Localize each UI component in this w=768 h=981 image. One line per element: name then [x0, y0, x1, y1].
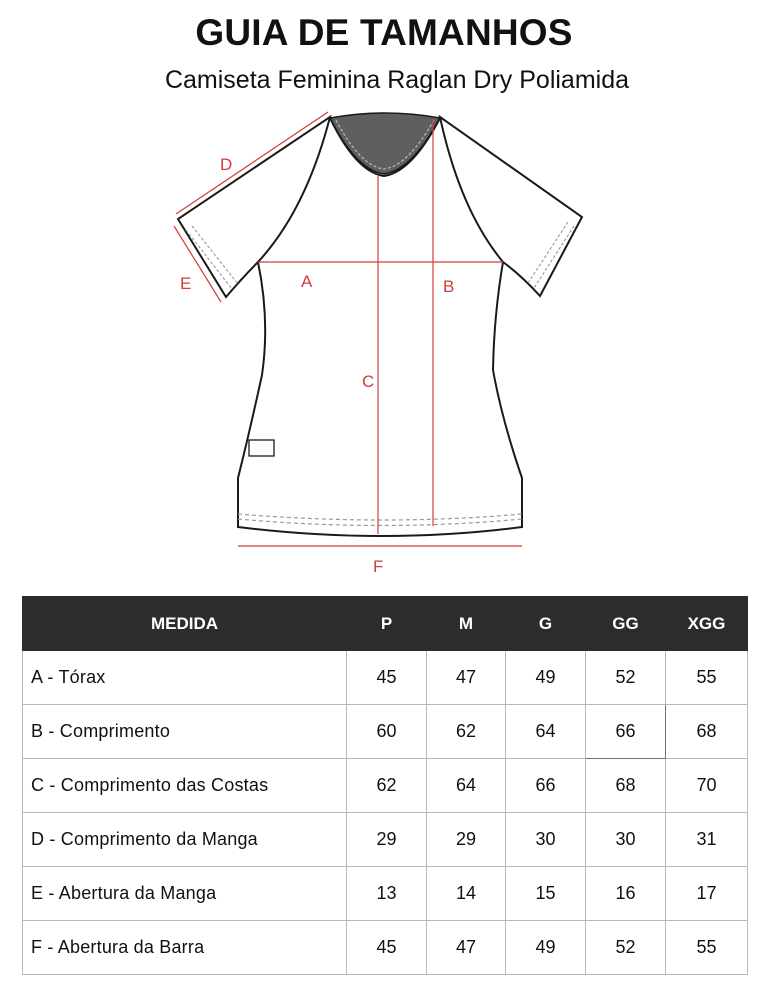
table-cell: 45 — [347, 921, 427, 975]
table-cell: 55 — [666, 651, 748, 705]
header-size-gg: GG — [586, 597, 666, 651]
header-size-m: M — [427, 597, 506, 651]
table-cell: 47 — [427, 651, 506, 705]
table-cell: 49 — [506, 651, 586, 705]
table-cell: 52 — [586, 651, 666, 705]
row-label: B - Comprimento — [23, 705, 347, 759]
table-cell: 30 — [506, 813, 586, 867]
table-row — [23, 759, 748, 813]
table-cell: 13 — [347, 867, 427, 921]
table-cell: 45 — [347, 651, 427, 705]
table-row — [23, 921, 748, 975]
table-cell: 29 — [347, 813, 427, 867]
table-cell: 68 — [586, 759, 666, 813]
table-cell: 62 — [347, 759, 427, 813]
table-cell: 29 — [427, 813, 506, 867]
row-label: D - Comprimento da Manga — [23, 813, 347, 867]
label-c: C — [362, 372, 375, 391]
table-cell: 49 — [506, 921, 586, 975]
hem-stitch — [238, 514, 522, 520]
row-label: E - Abertura da Manga — [23, 867, 347, 921]
left-sleeve-stitch — [186, 230, 232, 289]
label-d: D — [220, 155, 233, 174]
table-cell: 16 — [586, 867, 666, 921]
table-row — [23, 867, 748, 921]
right-sleeve-outline — [440, 117, 582, 296]
table-cell: 31 — [666, 813, 748, 867]
header-size-g: G — [506, 597, 586, 651]
left-sleeve-stitch-2 — [192, 226, 238, 284]
table-cell: 60 — [347, 705, 427, 759]
label-a: A — [301, 272, 313, 291]
header-size-p: P — [347, 597, 427, 651]
table-cell: 52 — [586, 921, 666, 975]
row-label: A - Tórax — [23, 651, 347, 705]
table-cell: 64 — [427, 759, 506, 813]
label-b: B — [443, 277, 455, 296]
table-header-row — [23, 597, 748, 651]
body-outline — [238, 262, 522, 536]
header-size-xgg: XGG — [666, 597, 748, 651]
row-label: C - Comprimento das Costas — [23, 759, 347, 813]
tshirt-diagram — [0, 105, 768, 585]
label-e: E — [180, 274, 192, 293]
measure-line-d — [176, 112, 328, 214]
table-row — [23, 813, 748, 867]
table-cell: 17 — [666, 867, 748, 921]
table-cell: 68 — [666, 705, 748, 759]
table-cell: 70 — [666, 759, 748, 813]
table-cell: 30 — [586, 813, 666, 867]
table-row — [23, 705, 748, 759]
size-table — [22, 596, 748, 975]
product-subtitle: Camiseta Feminina Raglan Dry Poliamida — [164, 66, 630, 94]
table-cell: 47 — [427, 921, 506, 975]
right-sleeve-stitch — [534, 226, 574, 288]
table-cell: 62 — [427, 705, 506, 759]
label-tag — [249, 440, 274, 456]
table-row — [23, 651, 748, 705]
table-cell: 66 — [506, 759, 586, 813]
table-cell: 55 — [666, 921, 748, 975]
collar-back — [330, 113, 440, 174]
header-measure: MEDIDA — [23, 597, 347, 651]
page-title: GUIA DE TAMANHOS — [195, 12, 573, 53]
table-cell: 66 — [586, 705, 666, 759]
label-f: F — [373, 557, 384, 576]
table-cell: 15 — [506, 867, 586, 921]
row-label: F - Abertura da Barra — [23, 921, 347, 975]
table-cell: 14 — [427, 867, 506, 921]
table-cell: 64 — [506, 705, 586, 759]
